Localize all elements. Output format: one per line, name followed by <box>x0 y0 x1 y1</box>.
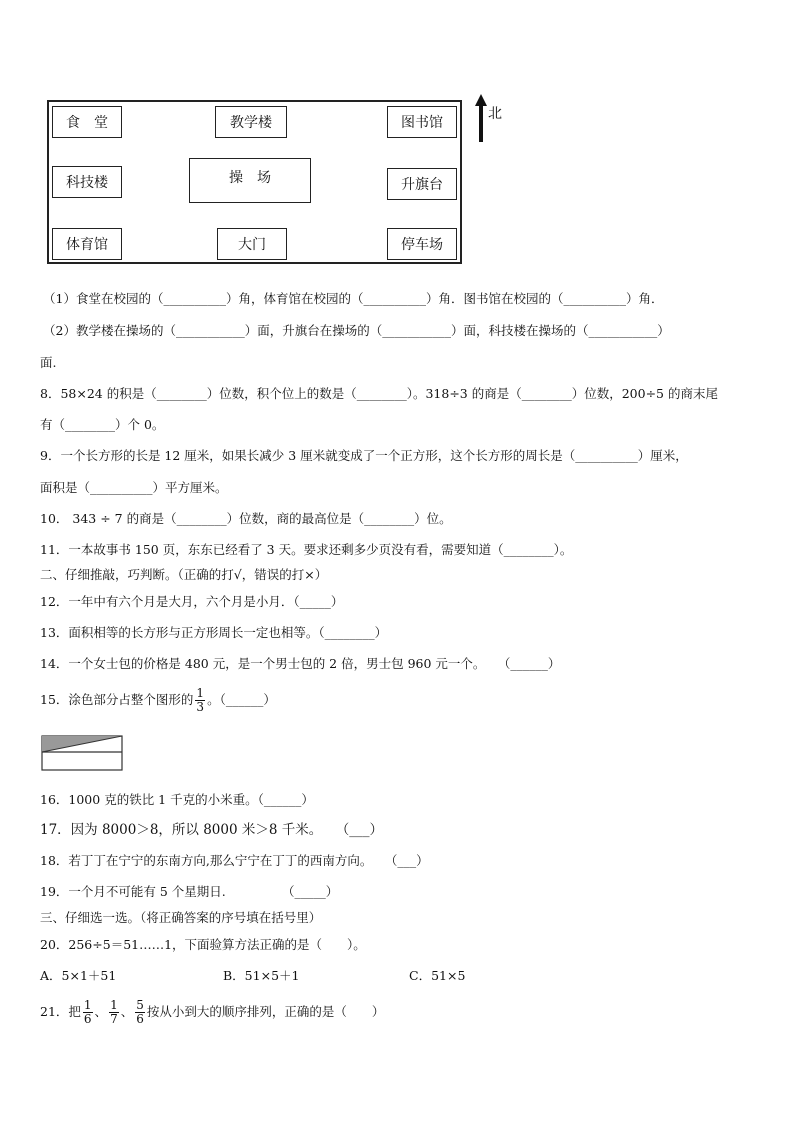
room-tech-building: 科技楼 <box>52 166 122 198</box>
q15 <box>40 684 276 716</box>
room-flagpole: 升旗台 <box>387 168 457 200</box>
q20-option-a: A．5×1＋51 <box>40 968 117 983</box>
section-3-heading: 三、仔细选一选。（将正确答案的序号填在括号里） <box>40 910 322 925</box>
q21-sep-2: 、 <box>120 1004 134 1019</box>
q7-part1: （1）食堂在校园的（__________）角，体育馆在校园的（__________）角．图书馆在校园的（__________）角． <box>43 291 664 306</box>
q18: 18．若丁丁在宁宁的东南方向,那么宁宁在丁丁的西南方向。 （___） <box>40 853 429 868</box>
q7-part2-cont: 面. <box>40 355 57 370</box>
q7-part2: （2）教学楼在操场的（___________）面，升旗台在操场的（___________）面，科技楼在操场的（___________） <box>43 323 670 338</box>
q16: 16．1000 克的铁比 1 千克的小米重。（______） <box>40 792 314 807</box>
room-canteen: 食 堂 <box>52 106 122 138</box>
q21-text-post: 按从小到大的顺序排列，正确的是（ ） <box>146 1004 385 1019</box>
room-gym: 体育馆 <box>52 228 122 260</box>
q8-cont: 有（________）个 0。 <box>40 417 165 432</box>
q21-fraction-2 <box>109 999 119 1026</box>
q21-fraction-1 <box>83 999 93 1026</box>
q21-f3-num: 5 <box>136 998 144 1012</box>
room-playground: 操 场 <box>189 158 311 203</box>
q21-f2-den: 7 <box>110 1012 118 1026</box>
q15-answer: 。（______） <box>207 692 276 707</box>
q14: 14．一个女士包的价格是 480 元，是一个男士包的 2 倍，男士包 960 元一个。 （______） <box>40 656 561 671</box>
q21-sep-1: 、 <box>94 1004 108 1019</box>
room-gate: 大门 <box>217 228 287 260</box>
q21-fraction-3 <box>135 999 145 1026</box>
q15-fraction-den: 3 <box>196 700 205 714</box>
north-arrow-icon <box>474 94 488 142</box>
q20-option-b: B．51×5＋1 <box>223 968 300 983</box>
q9: 9．一个长方形的长是 12 厘米，如果长减少 3 厘米就变成了一个正方形，这个长方形的周长是（__________）厘米， <box>40 448 688 463</box>
campus-map <box>47 100 462 264</box>
room-parking: 停车场 <box>387 228 457 260</box>
q20: 20．256÷5＝51……1，下面验算方法正确的是（ ）。 <box>40 937 366 952</box>
q21 <box>40 995 384 1029</box>
q21-f3-den: 6 <box>136 1012 144 1026</box>
room-teaching-building: 教学楼 <box>215 106 287 138</box>
q12: 12．一年中有六个月是大月，六个月是小月．（_____） <box>40 594 344 609</box>
q21-f2-num: 1 <box>110 998 118 1012</box>
q21-f1-num: 1 <box>83 998 92 1012</box>
q13: 13．面积相等的长方形与正方形周长一定也相等。（________） <box>40 625 388 640</box>
q9-cont: 面积是（__________）平方厘米。 <box>40 480 228 495</box>
north-label: 北 <box>488 106 502 122</box>
q17: 17．因为 8000＞8，所以 8000 米＞8 千米。 （___） <box>40 822 383 838</box>
q15-shaded-figure <box>41 735 123 771</box>
q8: 8．58×24 的积是（________）位数，积个位上的数是（________）。318÷3 的商是（________）位数，200÷5 的商末尾 <box>40 386 718 401</box>
q21-f1-den: 6 <box>83 1012 92 1026</box>
q20-option-c: C．51×5 <box>409 968 466 983</box>
q19: 19．一个月不可能有 5 个星期日. （_____） <box>40 884 339 899</box>
q10: 10． 343 ÷ 7 的商是（________）位数，商的最高位是（________）位。 <box>40 511 452 526</box>
q21-text-pre: 21．把 <box>40 1004 81 1019</box>
q15-text: 15．涂色部分占整个图形的 <box>40 692 194 707</box>
q15-fraction-num: 1 <box>196 686 205 700</box>
q15-fraction <box>195 687 205 714</box>
section-2-heading: 二、仔细推敲，巧判断。（正确的打√，错误的打×） <box>40 567 328 582</box>
room-library: 图书馆 <box>387 106 457 138</box>
q11: 11．一本故事书 150 页，东东已经看了 3 天。要求还剩多少页没有看，需要知道（________）。 <box>40 542 573 557</box>
